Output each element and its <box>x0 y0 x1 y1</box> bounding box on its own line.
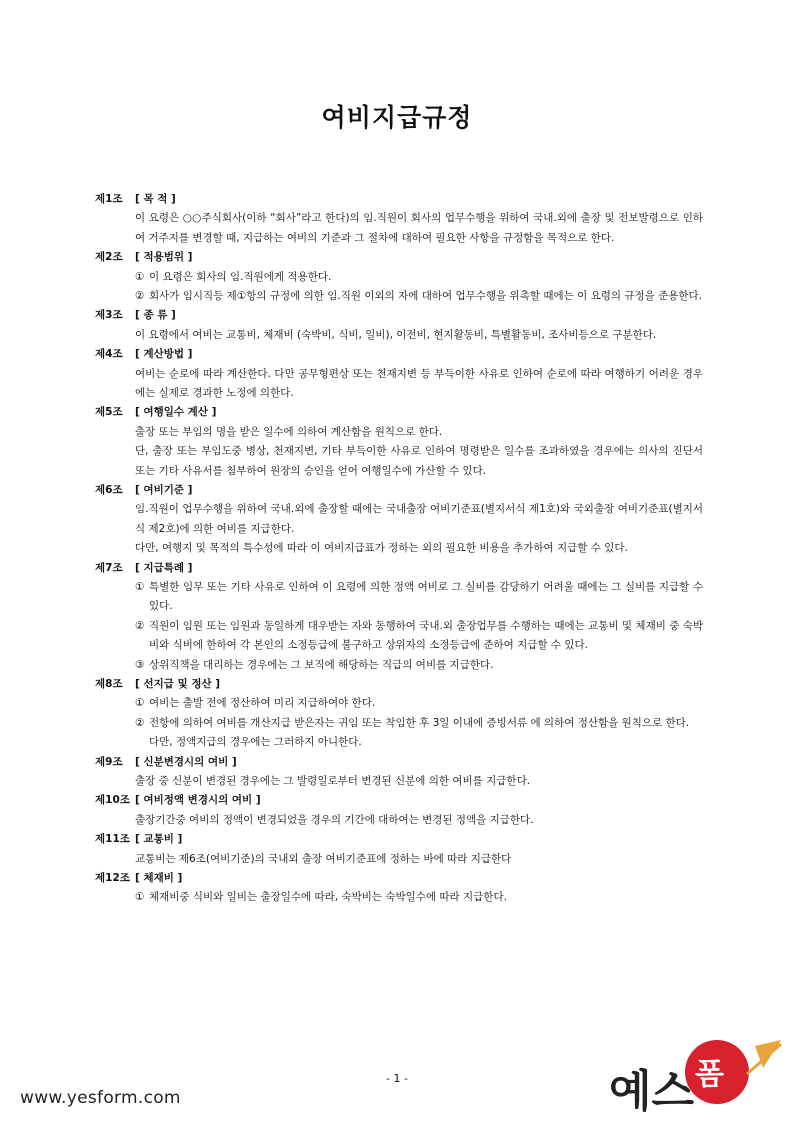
article-number: 제10조 <box>95 794 130 807</box>
article-body <box>135 578 703 675</box>
article <box>95 559 703 675</box>
article-number: 제8조 <box>95 678 123 691</box>
article-title: [ 교통비 ] <box>135 833 183 846</box>
article-clause <box>135 268 703 287</box>
article-title: [ 신분변경시의 여비 ] <box>135 755 237 768</box>
article-heading <box>95 190 703 209</box>
article-paragraph: 단, 출장 또는 부임도중 병상, 천재지변, 기타 부득이한 사유로 인하여 명령받은 일수를 조과하였을 경우에는 의사의 진단서 또는 기타 사유서를 첨부하여 원장의 승인을 얻어 여행일수에 가산할 수 있다. <box>135 445 703 477</box>
article-body <box>135 209 703 248</box>
article-number: 제2조 <box>95 251 123 264</box>
clause-marker: ② <box>135 290 145 302</box>
article-paragraph: 여비는 순로에 따라 계산한다. 다만 공무형편상 또는 천재지변 등 부득이한 사유로 인하여 순로에 따라 여행하기 어려운 경우에는 실제로 경과한 노정에 의한다. <box>135 367 703 399</box>
article-body <box>135 326 703 345</box>
article <box>95 675 703 753</box>
clause-text: 상위직책을 대리하는 경우에는 그 보직에 해당하는 직급의 여비를 지급한다. <box>149 658 494 671</box>
article-paragraph: 이 요령에서 여비는 교통비, 체재비 (숙박비, 식비, 일비), 이전비, 현지활동비, 특별활동비, 조사비등으로 구분한다. <box>135 328 657 341</box>
article <box>95 481 703 559</box>
article <box>95 869 703 908</box>
article-body <box>135 423 703 481</box>
article-heading <box>95 306 703 325</box>
article-paragraph: 이 요령은 ○○주식회사(이하 “회사”라고 한다)의 임.직원이 회사의 업무수행을 위하여 국내.외에 출장 및 전보발령으로 인하여 거주지를 변경할 때, 지급하는 여비의 기준과 그 절차에 대하여 필요한 사항을 규정함을 목적으로 한다. <box>135 212 703 244</box>
clause-marker: ① <box>135 270 145 283</box>
article <box>95 306 703 345</box>
clause-text: 전항에 의하여 여비를 개산지급 받은자는 귀임 또는 착임한 후 3일 이내에 증빙서류 에 의하여 정산함을 원칙으로 한다. <box>149 716 690 729</box>
article-heading <box>95 675 703 694</box>
article-number: 제3조 <box>95 309 123 322</box>
clause-marker: ② <box>135 716 145 729</box>
clause-marker: ① <box>135 891 145 904</box>
clause-marker: ① <box>135 581 145 594</box>
article-clause <box>135 714 703 733</box>
article-heading <box>95 248 703 267</box>
article-paragraph: 교통비는 제6조(여비기준)의 국내외 출장 여비기준표에 정하는 바에 따라 지급한다 <box>135 852 512 865</box>
article-paragraph: 출장기간중 여비의 정액이 변경되었을 경우의 기간에 대하여는 변경된 정액을 지급한다. <box>135 813 534 826</box>
article-clause <box>135 888 703 907</box>
article-paragraph: 임.직원이 업무수행을 위하여 국내.외에 출장할 때에는 국내출장 여비기준표(별지서식 제1호)와 국외출장 여비기준표(별지서식 제2호)에 의한 여비를 지급한다. <box>135 503 703 535</box>
article-title: [ 여비정액 변경시의 여비 ] <box>135 794 261 807</box>
article-body <box>135 888 703 907</box>
article-number: 제7조 <box>95 561 123 574</box>
clause-text: 여비는 출발 전에 정산하여 미리 지급하여야 한다. <box>149 697 376 710</box>
clause-text: 이 요령은 회사의 임.직원에게 적용한다. <box>149 270 332 283</box>
article-title: [ 지급특례 ] <box>135 561 193 574</box>
article-body <box>135 694 703 752</box>
yesform-logo <box>605 1038 785 1118</box>
article-number: 제5조 <box>95 406 123 419</box>
article-clause <box>135 694 703 713</box>
article-body <box>135 811 703 830</box>
article-heading <box>95 869 703 888</box>
article <box>95 248 703 306</box>
svg-text:예스: 예스 <box>609 1066 695 1117</box>
article-clause <box>135 617 703 656</box>
clause-marker: ③ <box>135 658 145 671</box>
article-number: 제4조 <box>95 348 123 361</box>
article-body <box>135 365 703 404</box>
article <box>95 791 703 830</box>
article-title: [ 여비기준 ] <box>135 484 193 497</box>
article-body <box>135 500 703 558</box>
article-title: [ 여행일수 계산 ] <box>135 406 217 419</box>
article-title: [ 종 류 ] <box>135 309 176 322</box>
article-number: 제12조 <box>95 872 130 885</box>
article-heading <box>95 830 703 849</box>
svg-text:폼: 폼 <box>695 1057 724 1092</box>
article-body <box>135 268 703 307</box>
article-number: 제1조 <box>95 193 123 205</box>
article-clause <box>135 578 703 617</box>
article-clause <box>135 287 703 306</box>
article <box>95 830 703 869</box>
article <box>95 753 703 792</box>
article-number: 제6조 <box>95 484 123 497</box>
article-body <box>135 850 703 869</box>
article-title: [ 선지급 및 정산 ] <box>135 678 221 691</box>
article-title: [ 계산방법 ] <box>135 348 193 361</box>
article-paragraph: 다만, 여행지 및 목적의 특수성에 따라 이 여비지급표가 정하는 외의 필요한 비용을 추가하여 지급할 수 있다. <box>135 542 628 555</box>
article-heading <box>95 559 703 578</box>
page-number: - 1 - <box>386 1072 408 1085</box>
article-number: 제9조 <box>95 755 123 768</box>
clause-note: 다만, 정액지급의 경우에는 그러하지 아니한다. <box>149 736 362 749</box>
article-number: 제11조 <box>95 833 130 846</box>
article-paragraph: 출장 또는 부임의 명을 받은 일수에 의하여 계산함을 원칙으로 한다. <box>135 425 443 438</box>
article-title: [ 목 적 ] <box>135 193 176 205</box>
article <box>95 345 703 403</box>
article-title: [ 적용범위 ] <box>135 251 193 264</box>
clause-text: 체재비중 식비와 일비는 출장일수에 따라, 숙박비는 숙박일수에 따라 지급한다. <box>149 891 507 904</box>
article-heading <box>95 403 703 422</box>
article-paragraph: 출장 중 신분이 변경된 경우에는 그 발령일로부터 변경된 신분에 의한 여비를 지급한다. <box>135 775 531 788</box>
clause-marker: ① <box>135 697 145 710</box>
clause-text: 특별한 임무 또는 기타 사유로 인하여 이 요령에 의한 정액 여비로 그 실비를 감당하기 어려울 때에는 그 실비를 지급할 수 있다. <box>149 581 703 613</box>
article-clause <box>135 656 703 675</box>
clause-marker: ② <box>135 619 145 632</box>
clause-text: 직원이 임원 또는 임원과 동일하게 대우받는 자와 동행하여 국내.외 출장업무를 수행하는 때에는 교통비 및 체재비 중 숙박비와 식비에 한하여 각 본인의 소정등급에 불구하고 상위자의 소정등급에 준하여 지급할 수 있다. <box>149 619 703 652</box>
footer-url[interactable]: www.yesform.com <box>20 1088 181 1108</box>
article <box>95 403 703 481</box>
article-heading <box>95 481 703 500</box>
article-heading <box>95 791 703 810</box>
article <box>95 190 703 248</box>
article-title: [ 체재비 ] <box>135 872 183 885</box>
article-heading <box>95 753 703 772</box>
article-body <box>135 772 703 791</box>
document-title: 여비지급규정 <box>321 103 473 132</box>
articles-container <box>95 190 703 908</box>
article-heading <box>95 345 703 364</box>
clause-text: 회사가 임시직등 제①항의 규정에 의한 임.직원 이외의 자에 대하여 업무수행을 위촉할 때에는 이 요령의 규정을 준용한다. <box>149 290 703 302</box>
